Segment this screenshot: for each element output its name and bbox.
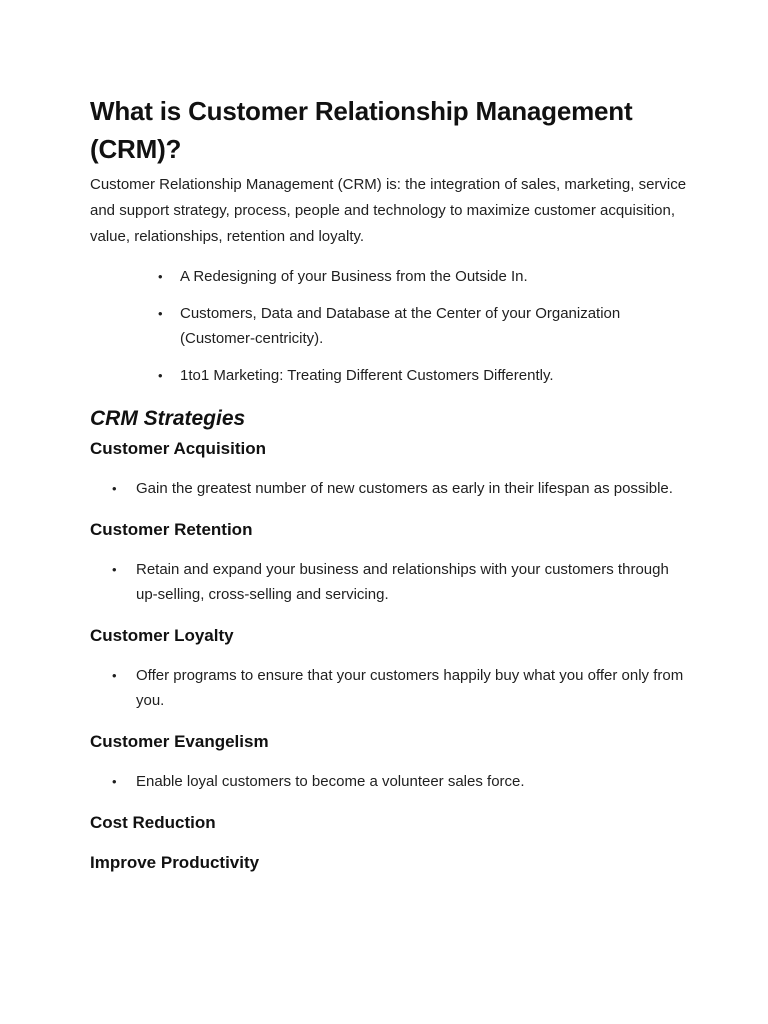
section-list-acquisition xyxy=(112,476,690,501)
intro-paragraph: Customer Relationship Management (CRM) is: the integration of sales, marketing, service and support strategy, process, people and technology to maximize customer acquisition, value, relationships, retention and loyalty. xyxy=(90,176,687,245)
section-heading-cost-reduction: Cost Reduction xyxy=(90,813,216,832)
bullet-icon: • xyxy=(112,774,117,789)
section-heading-acquisition: Customer Acquisition xyxy=(90,439,266,458)
list-item-text: Retain and expand your business and relationships with your customers through up-selling, cross-selling and servicing. xyxy=(136,561,669,603)
strategies-heading: CRM Strategies xyxy=(90,407,246,430)
list-item xyxy=(112,769,690,794)
section-list-retention xyxy=(112,557,690,607)
bullet-icon: • xyxy=(112,562,117,577)
list-item xyxy=(112,557,690,607)
list-item-text: 1to1 Marketing: Treating Different Customers Differently. xyxy=(180,367,554,384)
section-list-loyalty xyxy=(112,663,690,713)
bullet-icon: • xyxy=(112,668,117,683)
section-heading-retention: Customer Retention xyxy=(90,520,253,539)
section-heading-improve-productivity: Improve Productivity xyxy=(90,853,260,872)
list-item xyxy=(158,363,690,388)
section-list-evangelism xyxy=(112,769,690,794)
list-item-text: A Redesigning of your Business from the Outside In. xyxy=(180,268,528,285)
list-item-text: Customers, Data and Database at the Center of your Organization (Customer-centricity). xyxy=(180,305,621,347)
intro-bullet-list xyxy=(158,264,690,388)
page-title: What is Customer Relationship Management (CRM)? xyxy=(90,96,633,164)
bullet-icon: • xyxy=(158,306,163,321)
list-item xyxy=(112,663,690,713)
bullet-icon: • xyxy=(112,481,117,496)
list-item xyxy=(158,264,690,289)
bullet-icon: • xyxy=(158,368,163,383)
list-item xyxy=(112,476,690,501)
list-item-text: Gain the greatest number of new customers as early in their lifespan as possible. xyxy=(136,480,673,497)
list-item-text: Offer programs to ensure that your customers happily buy what you offer only from you. xyxy=(136,667,684,709)
section-heading-loyalty: Customer Loyalty xyxy=(90,626,234,645)
bullet-icon: • xyxy=(158,269,163,284)
list-item-text: Enable loyal customers to become a volunteer sales force. xyxy=(136,773,525,790)
list-item xyxy=(158,301,690,351)
document-content xyxy=(90,92,690,890)
section-heading-evangelism: Customer Evangelism xyxy=(90,732,269,751)
